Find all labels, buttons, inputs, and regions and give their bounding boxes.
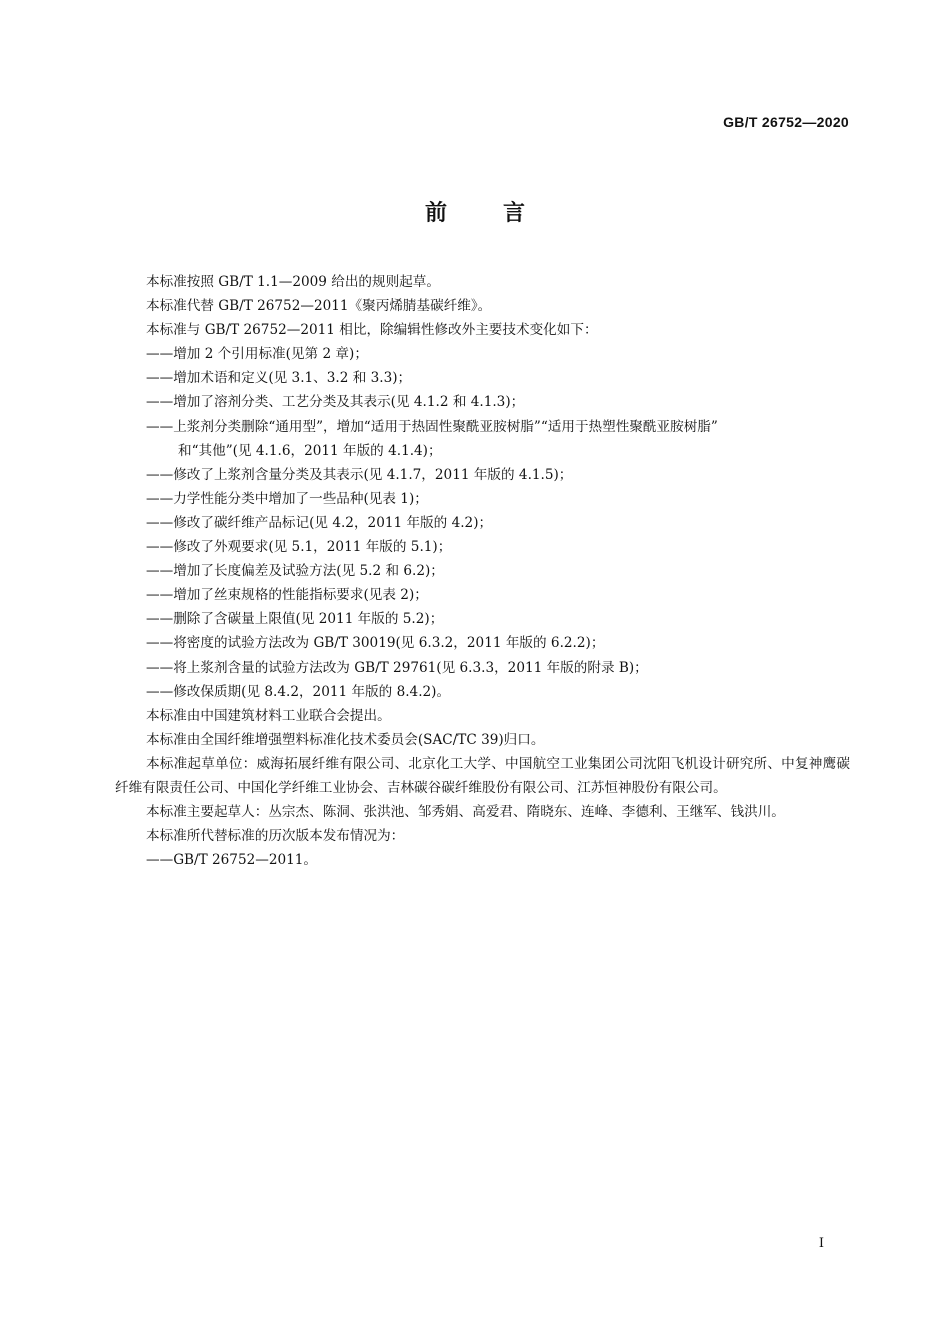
paragraph-proposed-by: 本标准由中国建筑材料工业联合会提出。 — [146, 707, 391, 724]
change-item: ——增加了溶剂分类、工艺分类及其表示(见 4.1.2 和 4.1.3)； — [146, 394, 525, 411]
change-item: ——上浆剂分类删除“通用型”，增加“适用于热固性聚酰亚胺树脂”“适用于热塑性聚酰亚胺树脂” — [146, 418, 718, 435]
change-item: ——力学性能分类中增加了一些品种(见表 1)； — [146, 490, 428, 507]
foreword-body — [115, 270, 850, 872]
change-item: ——修改了碳纤维产品标记(见 4.2，2011 年版的 4.2)； — [146, 514, 493, 531]
change-item: ——增加术语和定义(见 3.1、3.2 和 3.3)； — [146, 370, 412, 387]
paragraph-drafting-rules: 本标准按照 GB/T 1.1—2009 给出的规则起草。 — [146, 274, 440, 290]
change-item-continuation: 和“其他”(见 4.1.6，2011 年版的 4.1.4)； — [178, 442, 442, 459]
paragraph-history-intro: 本标准所代替标准的历次版本发布情况为： — [146, 828, 405, 845]
paragraph-changes-intro: 本标准与 GB/T 26752—2011 相比，除编辑性修改外主要技术变化如下： — [146, 322, 598, 339]
page-number: I — [818, 1236, 824, 1251]
paragraph-drafting-units: 本标准起草单位：威海拓展纤维有限公司、北京化工大学、中国航空工业集团公司沈阳飞机设计研究所、中复神鹰碳纤维有限责任公司、中国化学纤维工业协会、吉林碳谷碳纤维股份有限公司、江苏恒神股份有限公司。 — [115, 755, 850, 796]
change-item: ——将上浆剂含量的试验方法改为 GB/T 29761(见 6.3.3，2011 年版的附录 B)； — [146, 659, 648, 676]
standard-code: GB/T 26752—2020 — [723, 114, 849, 130]
paragraph-managed-by: 本标准由全国纤维增强塑料标准化技术委员会(SAC/TC 39)归口。 — [146, 731, 545, 748]
change-item: ——增加了长度偏差及试验方法(见 5.2 和 6.2)； — [146, 563, 444, 580]
change-item: ——增加了丝束规格的性能指标要求(见表 2)； — [146, 587, 428, 604]
page-title: 前言 — [424, 201, 581, 226]
change-item: ——修改了上浆剂含量分类及其表示(见 4.1.7，2011 年版的 4.1.5)； — [146, 466, 573, 483]
history-item: ——GB/T 26752—2011。 — [146, 852, 318, 869]
change-item: ——增加 2 个引用标准(见第 2 章)； — [146, 346, 368, 363]
change-item: ——将密度的试验方法改为 GB/T 30019(见 6.3.2，2011 年版的 6.2.2)； — [146, 635, 605, 652]
paragraph-drafters: 本标准主要起草人：丛宗杰、陈洞、张洪池、邹秀娟、高爱君、隋晓东、连峰、李德利、王继军、钱洪川。 — [146, 804, 785, 821]
change-item: ——修改了外观要求(见 5.1，2011 年版的 5.1)； — [146, 539, 452, 556]
change-item: ——修改保质期(见 8.4.2，2011 年版的 8.4.2)。 — [146, 683, 451, 700]
change-item: ——删除了含碳量上限值(见 2011 年版的 5.2)； — [146, 611, 444, 628]
paragraph-replaces: 本标准代替 GB/T 26752—2011《聚丙烯腈基碳纤维》。 — [146, 298, 492, 315]
